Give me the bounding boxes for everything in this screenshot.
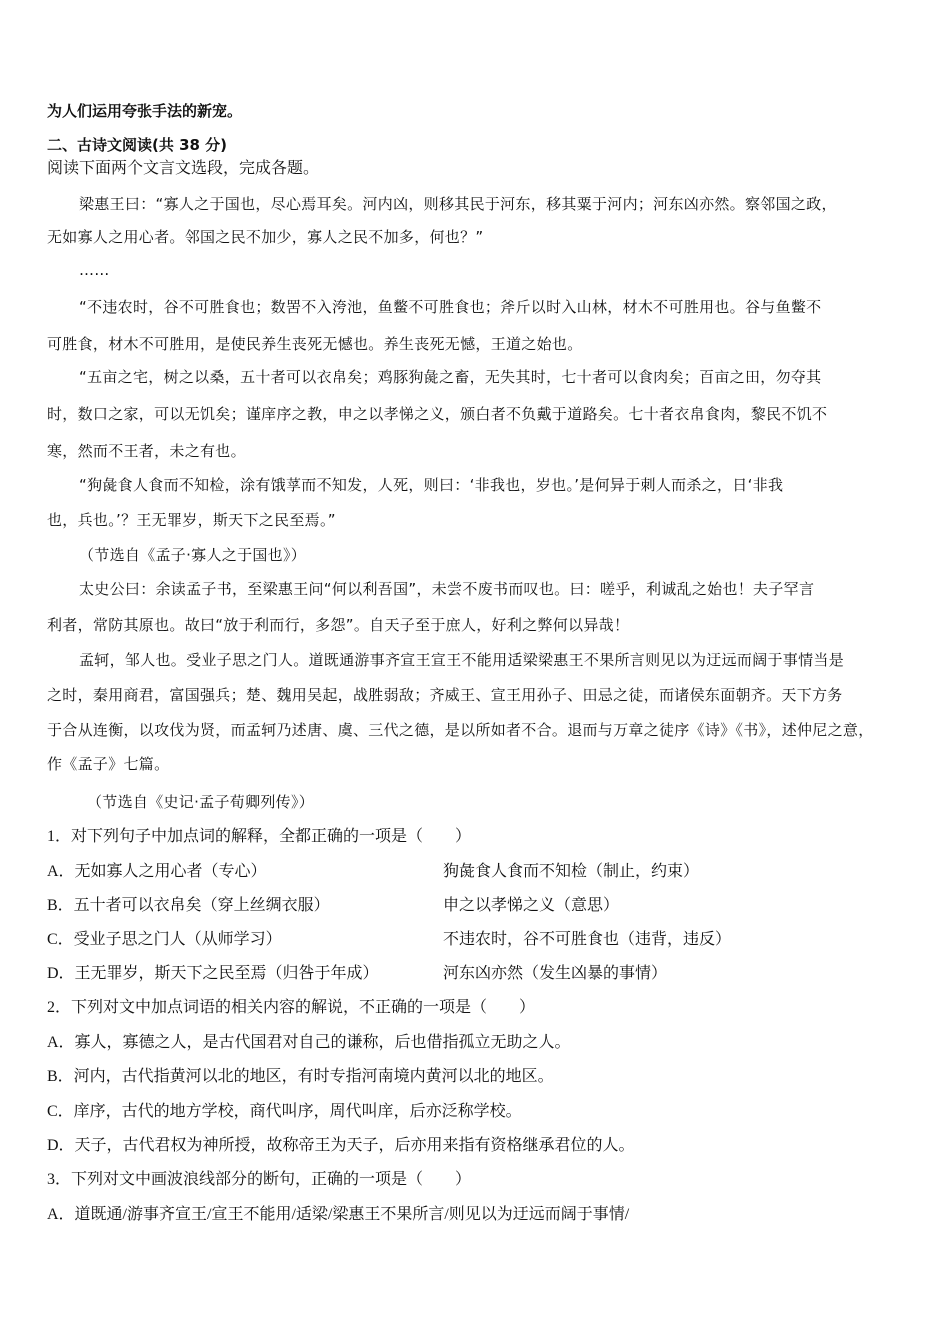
passage2-source: （节选自《史记·孟子荀卿列传》）: [87, 793, 315, 811]
passage2-p2-line2: 之时，秦用商君，富国强兵；楚、魏用吴起，战胜弱敌；齐威王、宣王用孙子、田忌之徒，而诸侯东面朝齐。天下方务: [47, 686, 843, 704]
passage1-p1-line1: 梁惠王曰：“寡人之于国也，尽心焉耳矣。河内凶，则移其民于河东，移其粟于河内；河东凶亦然。察邻国之政，: [79, 195, 837, 213]
passage1-p2-line1: “不违农时，谷不可胜食也；数罟不入洿池，鱼鳖不可胜食也；斧斤以时入山林，材木不可胜用也。谷与鱼鳖不: [79, 298, 822, 316]
passage2-p1-line1: 太史公曰：余读孟子书，至梁惠王问“何以利吾国”，未尝不废书而叹也。曰：嗟乎，利诚乱之始也！夫子罕言: [79, 580, 815, 598]
passage2-p1-line2: 利者，常防其原也。故曰“放于利而行，多怨”。自天子至于庶人，好利之弊何以异哉！: [47, 616, 630, 634]
q1-option-c-left: C．受业子思之门人（从师学习）: [47, 931, 282, 948]
passage1-source: （节选自《孟子·寡人之于国也》）: [79, 546, 307, 564]
instruction: 阅读下面两个文言文选段，完成各题。: [47, 160, 320, 177]
q1-option-b: [47, 895, 620, 917]
q3-stem: 3．下列对文中画波浪线部分的断句，正确的一项是（ ）: [47, 1171, 472, 1188]
q1-stem: 1．对下列句子中加点词的解释，全都正确的一项是（ ）: [47, 828, 472, 845]
q1-option-c-right: 不违农时，谷不可胜食也（违背，违反）: [443, 931, 732, 948]
q3-option-a: A．道既通/游事齐宣王/宣王不能用/适梁/梁惠王不果所言/则见以为迂远而阔于事情/: [47, 1206, 630, 1223]
q2-option-b: B．河内，古代指黄河以北的地区，有时专指河南境内黄河以北的地区。: [47, 1068, 554, 1085]
passage1-p3-line2: 时，数口之家，可以无饥矣；谨庠序之教，申之以孝悌之义，颁白者不负戴于道路矣。七十者衣帛食肉，黎民不饥不: [47, 405, 828, 423]
ellipsis: ……: [79, 261, 110, 279]
passage1-p4-line2: 也，兵也。’？王无罪岁，斯天下之民至焉。”: [47, 511, 336, 529]
q2-option-a: A．寡人，寡德之人，是古代国君对自己的谦称，后也借指孤立无助之人。: [47, 1034, 571, 1051]
passage2-p2-line3: 于合从连衡，以攻伐为贤，而孟轲乃述唐、虞、三代之德，是以所如者不合。退而与万章之徒序《诗》《书》，述仲尼之意，: [47, 721, 874, 739]
q1-option-b-right: 申之以孝悌之义（意思）: [443, 897, 620, 914]
q1-option-b-left: B．五十者可以衣帛矣（穿上丝绸衣服）: [47, 897, 330, 914]
q2-option-c: C．庠序，古代的地方学校，商代叫序，周代叫庠，后亦泛称学校。: [47, 1103, 522, 1120]
q1-option-a-right: 狗彘食人食而不知检（制止，约束）: [443, 863, 700, 880]
q1-option-d: [47, 963, 668, 985]
q1-option-c: [47, 929, 732, 951]
q2-option-d: D．天子，古代君权为神所授，故称帝王为天子，后亦用来指有资格继承君位的人。: [47, 1137, 635, 1154]
q2-stem: 2．下列对文中加点词语的相关内容的解说，不正确的一项是（ ）: [47, 999, 536, 1016]
passage1-p1-line2: 无如寡人之用心者。邻国之民不加少，寡人之民不加多，何也？”: [47, 228, 484, 246]
q1-option-a-left: A．无如寡人之用心者（专心）: [47, 863, 267, 880]
q1-option-d-left: D．王无罪岁，斯天下之民至焉（归咎于年成）: [47, 965, 379, 982]
q1-option-d-right: 河东凶亦然（发生凶暴的事情）: [443, 965, 668, 982]
passage2-p2-line1: 孟轲，邹人也。受业子思之门人。道既通游事齐宣王宣王不能用适梁梁惠王不果所言则见以为迂远而阔于事情当是: [79, 651, 845, 669]
passage1-p3-line1: “五亩之宅，树之以桑，五十者可以衣帛矣；鸡豚狗彘之畜，无失其时，七十者可以食肉矣；百亩之田，勿夺其: [79, 368, 822, 386]
q1-option-a: [47, 861, 700, 883]
passage1-p3-line3: 寒，然而不王者，未之有也。: [47, 442, 246, 460]
section-title: 二、古诗文阅读(共 38 分): [47, 136, 228, 154]
header-line: 为人们运用夸张手法的新宠。: [47, 102, 243, 120]
passage1-p4-line1: “狗彘食人食而不知检，涂有饿莩而不知发，人死，则曰：‘非我也，岁也。’是何异于刺人而杀之，日‘非我: [79, 476, 784, 494]
passage2-p2-line4: 作《孟子》七篇。: [47, 755, 170, 773]
passage1-p2-line2: 可胜食，材木不可胜用，是使民养生丧死无憾也。养生丧死无憾，王道之始也。: [47, 335, 583, 353]
